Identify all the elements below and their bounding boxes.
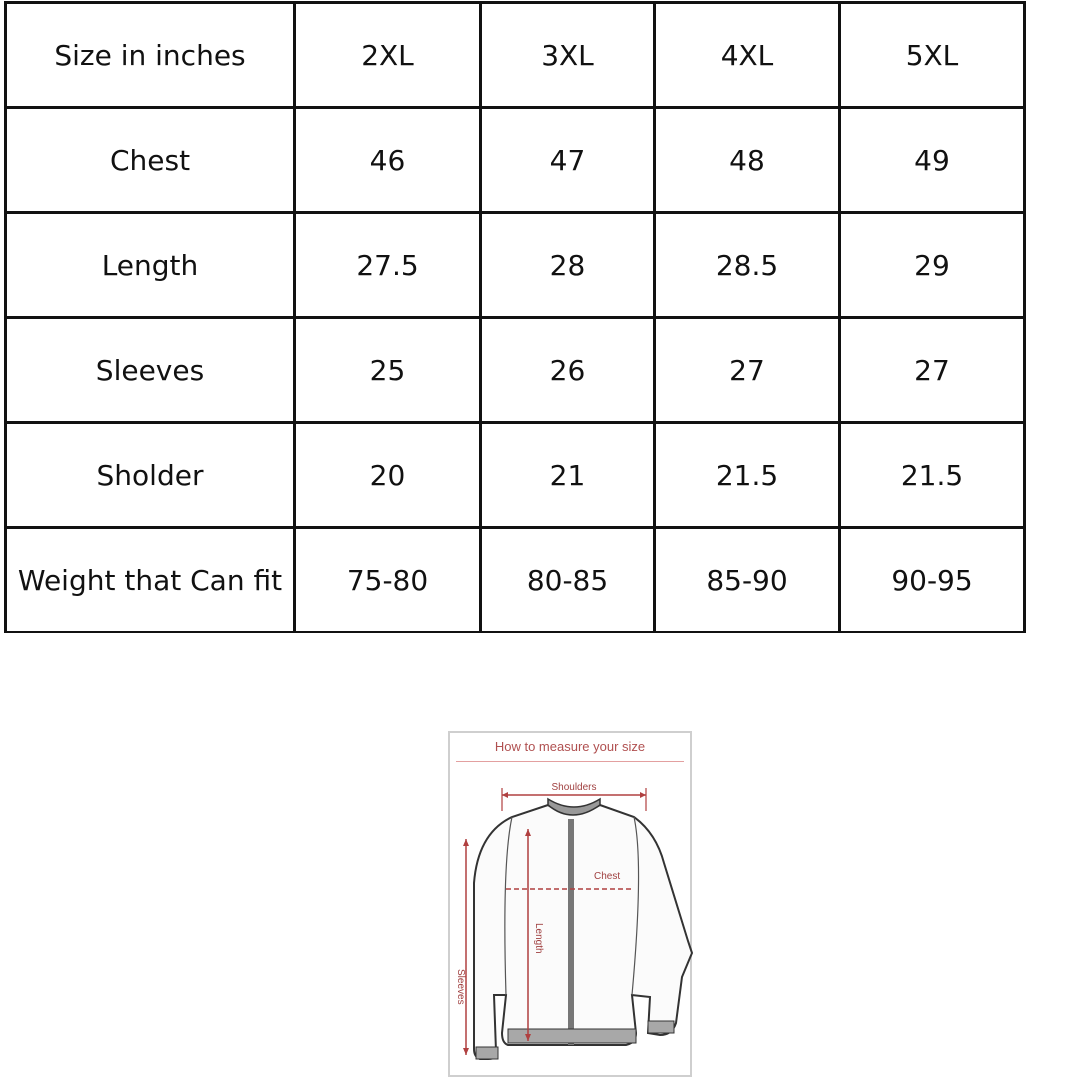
table-row (6, 528, 1025, 633)
measurement-value-cell: 46 (295, 108, 481, 213)
measurement-value-cell: 21.5 (655, 423, 840, 528)
size-header-cell: 4XL (655, 3, 840, 108)
measurement-value-cell: 80-85 (481, 528, 655, 633)
measurement-value-cell: 27.5 (295, 213, 481, 318)
jacket-diagram-icon (450, 733, 694, 1079)
label-sleeves: Sleeves (455, 969, 466, 1005)
table-row (6, 108, 1025, 213)
sleeves-arrowhead-top (463, 839, 469, 846)
measurement-value-cell: 28 (481, 213, 655, 318)
measurement-value-cell: 26 (481, 318, 655, 423)
measurement-value-cell: 27 (655, 318, 840, 423)
label-length: Length (533, 923, 544, 954)
table-row (6, 318, 1025, 423)
measurement-value-cell: 25 (295, 318, 481, 423)
measurement-label-cell: Sholder (6, 423, 295, 528)
measurement-value-cell: 48 (655, 108, 840, 213)
size-header-cell: 3XL (481, 3, 655, 108)
measurement-value-cell: 47 (481, 108, 655, 213)
table-row (6, 423, 1025, 528)
size-header-cell: 5XL (840, 3, 1025, 108)
shoulders-arrowhead-right (640, 792, 646, 798)
measurement-value-cell: 85-90 (655, 528, 840, 633)
measurement-value-cell: 28.5 (655, 213, 840, 318)
measurement-label-cell: Sleeves (6, 318, 295, 423)
label-chest: Chest (594, 871, 621, 882)
measurement-guide (448, 731, 692, 1077)
measurement-value-cell: 21.5 (840, 423, 1025, 528)
measurement-label-cell: Length (6, 213, 295, 318)
measurement-value-cell: 20 (295, 423, 481, 528)
label-shoulders: Shoulders (551, 782, 597, 793)
measurement-value-cell: 27 (840, 318, 1025, 423)
table-row (6, 213, 1025, 318)
jacket-cuff-right (648, 1021, 674, 1033)
size-chart-table (4, 1, 1026, 633)
measurement-value-cell: 75-80 (295, 528, 481, 633)
header-label-cell: Size in inches (6, 3, 295, 108)
measurement-value-cell: 21 (481, 423, 655, 528)
measurement-label-cell: Chest (6, 108, 295, 213)
size-header-cell: 2XL (295, 3, 481, 108)
measurement-value-cell: 49 (840, 108, 1025, 213)
shoulders-arrowhead-left (502, 792, 508, 798)
measurement-guide-title: How to measure your size (494, 739, 646, 754)
measurement-value-cell: 29 (840, 213, 1025, 318)
table-header-row (6, 3, 1025, 108)
measurement-value-cell: 90-95 (840, 528, 1025, 633)
sleeves-arrowhead-bottom (463, 1048, 469, 1055)
measurement-label-cell: Weight that Can fit (6, 528, 295, 633)
jacket-cuff-left (476, 1047, 498, 1059)
